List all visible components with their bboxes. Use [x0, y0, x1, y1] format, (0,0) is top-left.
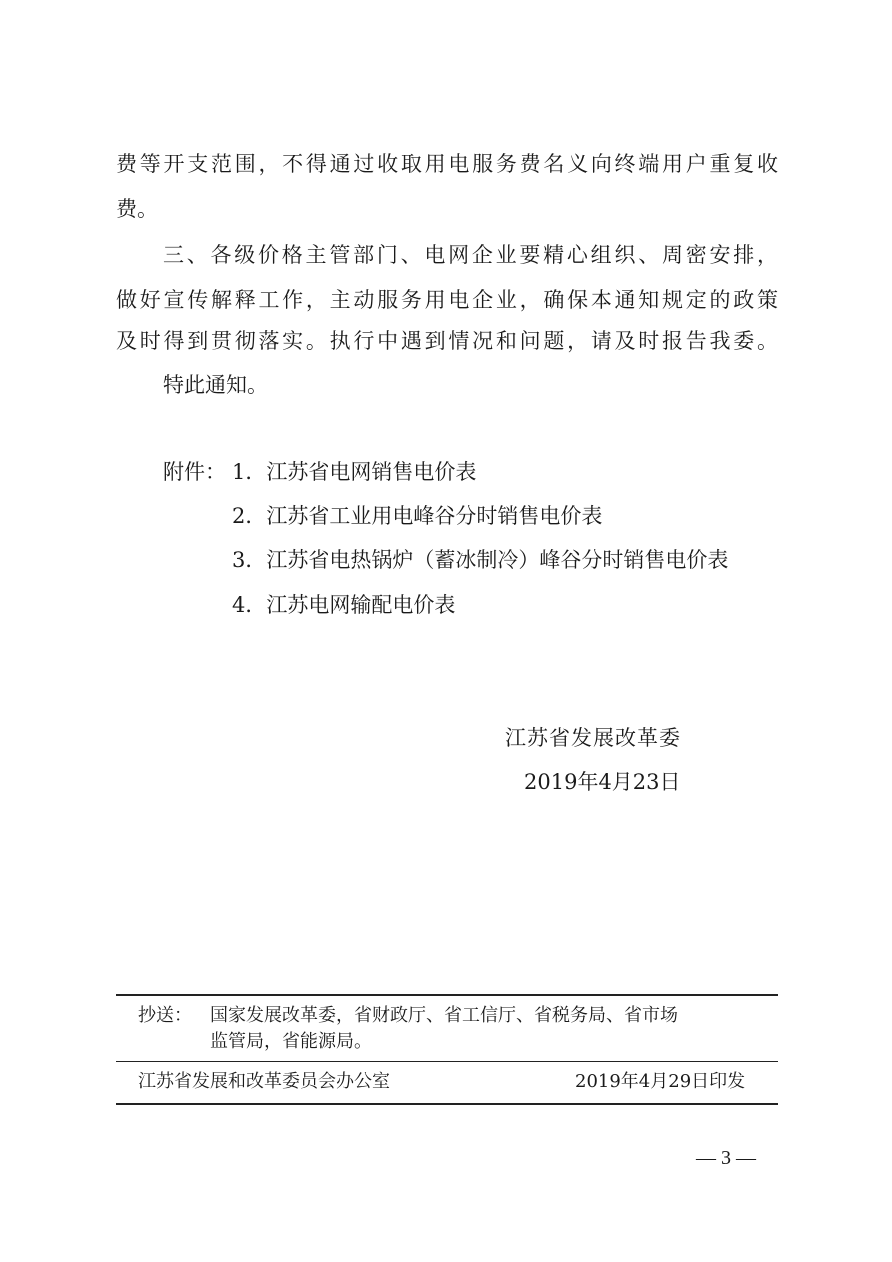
issuing-organization: 江苏省发展改革委 — [505, 726, 681, 750]
paragraph-line: 三、各级价格主管部门、电网企业要精心组织、周密安排， — [163, 243, 778, 267]
print-date: 2019年4月29日印发 — [575, 1071, 746, 1092]
paragraph-line: 做好宣传解释工作，主动服务用电企业，确保本通知规定的政策 — [116, 288, 778, 312]
paragraph-line: 费等开支范围，不得通过收取用电服务费名义向终端用户重复收 — [116, 152, 778, 176]
closing-phrase: 特此通知。 — [163, 373, 268, 397]
attachment-item: 1．江苏省电网销售电价表 — [232, 460, 477, 484]
footer-top-rule — [116, 994, 778, 996]
footer-bottom-rule — [116, 1103, 778, 1105]
footer-middle-rule — [116, 1061, 778, 1062]
paragraph-line: 费。 — [116, 197, 158, 221]
attachment-item: 2．江苏省工业用电峰谷分时销售电价表 — [232, 504, 603, 528]
paragraph-line: 及时得到贯彻落实。执行中遇到情况和问题，请及时报告我委。 — [116, 329, 778, 353]
issuing-office: 江苏省发展和改革委员会办公室 — [138, 1071, 390, 1092]
attachment-item: 4．江苏电网输配电价表 — [232, 593, 456, 617]
attachments-label: 附件： — [163, 460, 226, 484]
signature-date: 2019年4月23日 — [524, 770, 681, 794]
cc-recipients: 国家发展改革委，省财政厅、省工信厅、省税务局、省市场 — [210, 1005, 678, 1026]
attachment-item: 3．江苏省电热锅炉（蓄冰制冷）峰谷分时销售电价表 — [232, 548, 729, 572]
cc-label: 抄送： — [138, 1005, 192, 1026]
cc-recipients-continued: 监管局，省能源局。 — [210, 1031, 372, 1052]
page-number: — 3 — — [696, 1147, 756, 1169]
